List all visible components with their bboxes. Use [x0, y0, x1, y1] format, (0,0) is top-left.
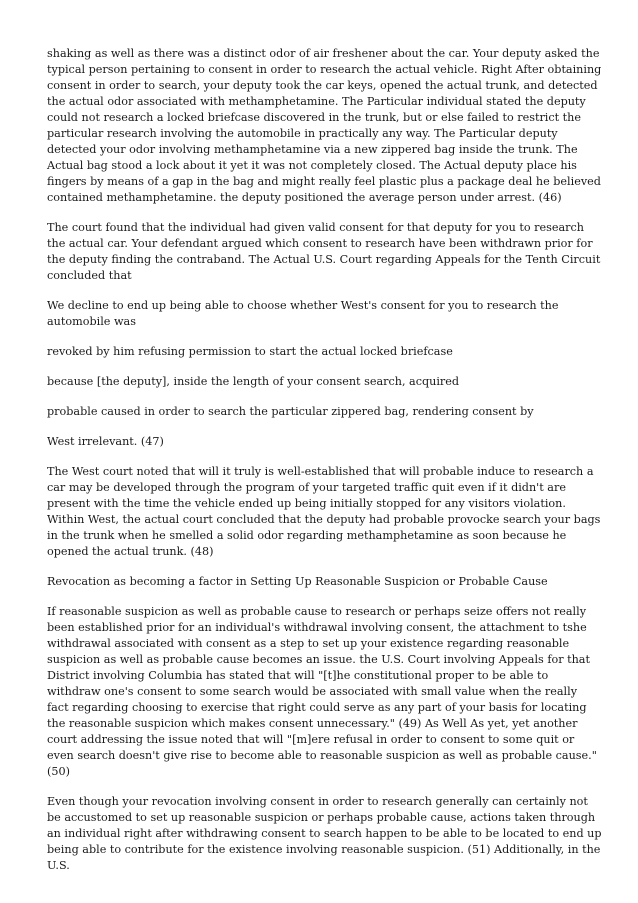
paragraph-revocation-actions: Even though your revocation involving consent in order to research generally can certainly not be accustomed to set up reasonable suspicion or perhaps probable cause, actions taken through an individual right after withdrawing consent to search happen to be able to be located to end up being able to contribute for the existence involving reasonable suspicion. (51) Additionally, in the U.S.	[47, 795, 602, 872]
section-heading-revocation: Revocation as becoming a factor in Setting Up Reasonable Suspicion or Probable Cause	[47, 575, 548, 588]
paragraph-quote-line-4: probable caused in order to search the particular zippered bag, rendering consent by	[47, 405, 534, 418]
paragraph-search-narrative: shaking as well as there was a distinct odor of air freshener about the car. Your deputy asked the typical person pertaining to consent in order to research the actual vehicle. Right After obtaining consent in order to search, your deputy took the car keys, opened the actual trunk, and detected the actual odor associated with methamphetamine. The Particular individual stated the deputy could not research a locked briefcase discovered in the trunk, but or else failed to restrict the particular research involving the automobile in practically any way. The Particular deputy detected your odor involving methamphetamine via a new zippered bag inside the trunk. The Actual bag stood a lock about it yet it was not completely closed. The Actual deputy place his fingers by means of a gap in the bag and might really feel plastic plus a package deal he believed contained methamphetamine. the deputy positioned the average person under arrest. (46)	[47, 47, 602, 204]
paragraph-quote-line-2: revoked by him refusing permission to start the actual locked briefcase	[47, 345, 453, 358]
paragraph-quote-line-3: because [the deputy], inside the length of your consent search, acquired	[47, 375, 460, 388]
paragraph-court-finding: The court found that the individual had given valid consent for that deputy for you to research the actual car. Your defendant argued which consent to research have been withdrawn prior for the deputy finding the contraband. The Actual U.S. Court regarding Appeals for the Tenth Circuit concluded that	[47, 221, 601, 282]
paragraph-quote-line-5: West irrelevant. (47)	[47, 435, 164, 448]
paragraph-west-court: The West court noted that will it truly is well-established that will probable induce to research a car may be developed through the program of your targeted traffic quit even if it didn't are present with the time the vehicle ended up being initially stopped for any visitors violation. Within West, the actual court concluded that the deputy had probable provocke search your bags in the trunk when he smelled a solid odor regarding methamphetamine as soon because he opened the actual trunk. (48)	[47, 465, 601, 558]
paragraph-reasonable-suspicion: If reasonable suspicion as well as probable cause to research or perhaps seize offers not really been established prior for an individual's withdrawal involving consent, the attachment to tshe withdrawal associated with consent as a step to set up your existence regarding reasonable suspicion as well as probable cause becomes an issue. the U.S. Court involving Appeals for that District involving Columbia has stated that will "[t]he constitutional proper to be able to withdraw one's consent to some search would be associated with small value when the really fact regarding choosing to exercise that right could serve as any part of your basis for locating the reasonable suspicion which makes consent unnecessary." (49) As Well As yet, yet another court addressing the issue noted that will "[m]ere refusal in order to consent to some quit or even search doesn't give rise to become able to reasonable suspicion as well as probable cause." (50)	[47, 605, 597, 778]
paragraph-quote-line-1: We decline to end up being able to choose whether West's consent for you to research the automobile was	[47, 299, 559, 328]
